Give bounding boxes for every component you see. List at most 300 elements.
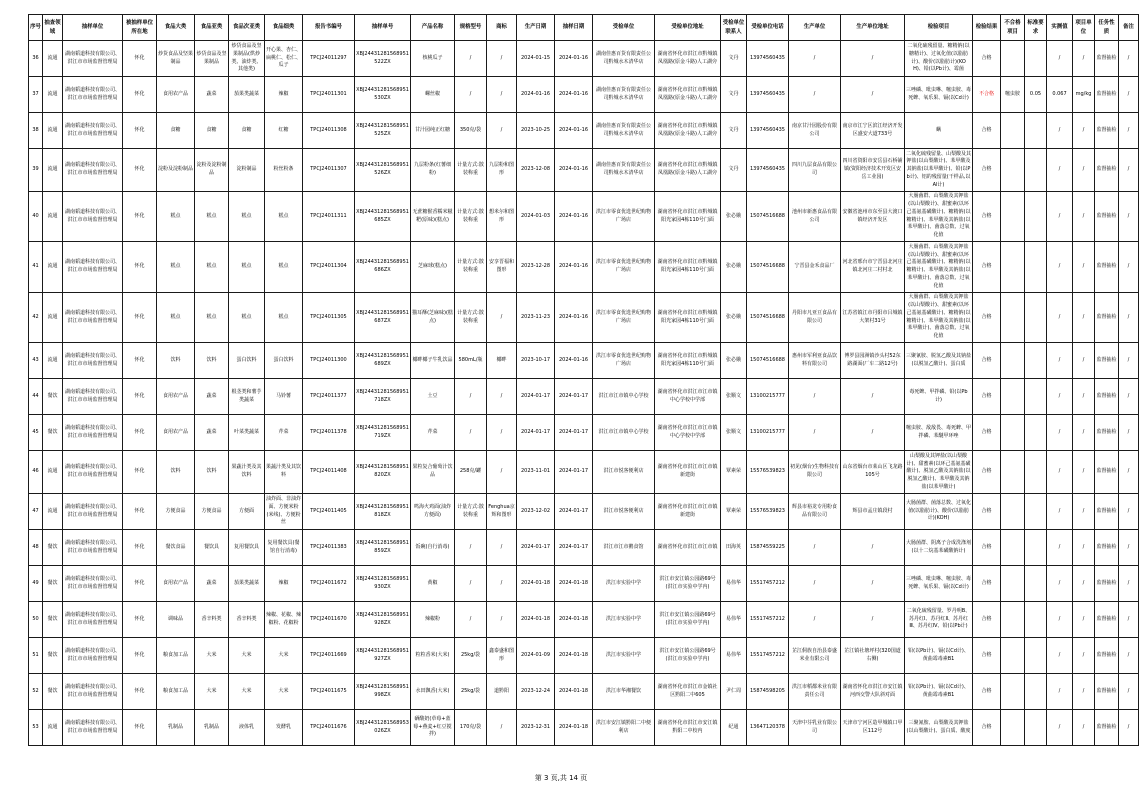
- column-header-20: 生产单位地址: [841, 15, 905, 41]
- table-cell: /: [1119, 415, 1139, 451]
- table-cell: 湖南韬道科技有限公司、洪江市市场监督管理局: [63, 113, 123, 149]
- table-cell: 液体乳: [229, 710, 265, 746]
- table-cell: /: [1047, 191, 1073, 242]
- table-cell: 监督抽检: [1095, 149, 1119, 192]
- table-cell: 湖南省怀化市洪江市黔城镇阳光家园4栋110号门面: [655, 242, 721, 293]
- table-cell: /: [841, 566, 905, 602]
- table-cell: 餐饮: [43, 566, 63, 602]
- table-cell: 三聚氰胺、山梨酸及其钾盐(以山梨酸计)、蛋白质、酸度: [905, 710, 973, 746]
- table-cell: 流通: [43, 292, 63, 343]
- table-cell: 监督抽检: [1095, 710, 1119, 746]
- table-cell: 二氧化硫残留量、山梨酸及其钾盐(以山梨酸计)、苯甲酸及其钠盐(以苯甲酸计)、铅(以Pb计)、铝的残留量(干样品,以Al计): [905, 149, 973, 192]
- table-cell: [1001, 638, 1025, 674]
- table-cell: /: [789, 41, 841, 77]
- table-cell: [1001, 149, 1025, 192]
- table-cell: /: [455, 41, 487, 77]
- table-cell: 食糖: [157, 113, 195, 149]
- table-cell: /: [1047, 41, 1073, 77]
- table-cell: 监督抽检: [1095, 415, 1119, 451]
- table-cell: 41: [29, 242, 43, 293]
- table-cell: /: [1119, 242, 1139, 293]
- table-cell: 湖南省怀化市洪江市江市镇: [655, 530, 721, 566]
- table-cell: 大米: [265, 638, 303, 674]
- table-cell: 湖南省怀化市洪江市江市镇中心学校中学部: [655, 379, 721, 415]
- table-cell: 天津市宁河区造甲城镇口甲区112号: [841, 710, 905, 746]
- table-cell: /: [1119, 638, 1139, 674]
- table-cell: 2023-12-28: [517, 242, 555, 293]
- table-cell: XBJ24431281568953026ZX: [355, 710, 411, 746]
- column-header-15: 受检单位: [593, 15, 655, 41]
- column-header-9: 抽样单号: [355, 15, 411, 41]
- table-cell: 香辛料类: [195, 602, 229, 638]
- table-cell: /: [1047, 113, 1073, 149]
- table-cell: 13974560435: [747, 149, 789, 192]
- column-header-1: 抽查领域: [43, 15, 63, 41]
- table-cell: 流通: [43, 113, 63, 149]
- table-cell: 洪江市零食优选世纪购物广场店: [593, 292, 655, 343]
- table-cell: /: [1073, 149, 1095, 192]
- table-cell: 调味品: [157, 602, 195, 638]
- table-cell: XBJ24431281568951928ZX: [355, 602, 411, 638]
- table-cell: 监督抽检: [1095, 113, 1119, 149]
- table-cell: TPCJ24011304: [303, 242, 355, 293]
- table-cell: 2024-01-17: [517, 530, 555, 566]
- table-cell: /: [455, 379, 487, 415]
- table-cell: 51: [29, 638, 43, 674]
- table-cell: /: [1119, 191, 1139, 242]
- table-cell: 食用农产品: [157, 566, 195, 602]
- table-cell: 淀粉及淀粉制品: [195, 149, 229, 192]
- table-cell: XBJ24431281568951685ZX: [355, 191, 411, 242]
- table-cell: 15576539823: [747, 494, 789, 530]
- column-header-0: 序号: [29, 15, 43, 41]
- table-cell: /: [487, 292, 517, 343]
- result-cell: 合格: [973, 415, 1001, 451]
- table-cell: 炒货食品及坚果制品: [195, 41, 229, 77]
- table-cell: /: [1119, 566, 1139, 602]
- table-cell: [1001, 602, 1025, 638]
- table-cell: 2024-01-18: [555, 638, 593, 674]
- table-cell: 粮食加工品: [157, 674, 195, 710]
- table-cell: 2024-01-17: [555, 494, 593, 530]
- table-cell: 湖南韬道科技有限公司、洪江市市场监督管理局: [63, 41, 123, 77]
- table-row: [29, 602, 1139, 638]
- table-cell: /: [1073, 41, 1095, 77]
- table-cell: 怀化: [123, 710, 157, 746]
- column-header-7: 食品细类: [265, 15, 303, 41]
- table-cell: 覃素荣: [721, 494, 747, 530]
- table-cell: 0.067: [1047, 77, 1073, 113]
- column-header-14: 抽样日期: [555, 15, 593, 41]
- table-cell: 饮料: [195, 451, 229, 494]
- table-cell: 乳制品: [195, 710, 229, 746]
- table-cell: XBJ24431281568951818ZX: [355, 494, 411, 530]
- table-cell: 蔬菜: [195, 566, 229, 602]
- table-cell: [1001, 41, 1025, 77]
- table-cell: 无蔗糖猴香糯米糍粑(原味)(糕点): [411, 191, 455, 242]
- table-cell: 44: [29, 379, 43, 415]
- result-cell: 合格: [973, 494, 1001, 530]
- table-cell: 九层粉条(红薯细粉): [411, 149, 455, 192]
- table-row: [29, 113, 1139, 149]
- table-row: [29, 451, 1139, 494]
- table-cell: /: [1047, 451, 1073, 494]
- table-cell: /: [487, 379, 517, 415]
- table-cell: 2024-01-17: [517, 379, 555, 415]
- table-cell: 噻虫胺: [1001, 77, 1025, 113]
- table-row: [29, 379, 1139, 415]
- table-cell: [1001, 191, 1025, 242]
- table-cell: XBJ24431281568951927ZX: [355, 638, 411, 674]
- table-cell: /: [1047, 494, 1073, 530]
- table-cell: 15874598205: [747, 674, 789, 710]
- table-cell: [1001, 242, 1025, 293]
- table-cell: /: [1119, 494, 1139, 530]
- table-cell: 2023-12-08: [517, 149, 555, 192]
- table-cell: 38: [29, 113, 43, 149]
- table-cell: 餐饮食品: [157, 530, 195, 566]
- table-cell: 螺丝椒: [411, 77, 455, 113]
- table-cell: 洪江市安江镇黔阳二中便利店: [593, 710, 655, 746]
- table-cell: 辉县市孟庄镇段村: [841, 494, 905, 530]
- column-header-3: 被抽样单位所在地: [123, 15, 157, 41]
- table-cell: 餐饮: [43, 415, 63, 451]
- table-cell: 发酵乳: [265, 710, 303, 746]
- table-cell: 复用餐饮具(餐馆自行消毒): [265, 530, 303, 566]
- table-cell: TPCJ24011378: [303, 415, 355, 451]
- table-cell: 三唑磷、吡虫啉、噻虫胺、毒死蜱、氧乐果、镉(以Cd计): [905, 566, 973, 602]
- table-cell: 糕点: [265, 191, 303, 242]
- table-cell: 食用农产品: [157, 415, 195, 451]
- table-cell: 流通: [43, 149, 63, 192]
- table-cell: 580mL/瓶: [455, 343, 487, 379]
- column-header-19: 生产单位: [789, 15, 841, 41]
- table-cell: 香辛料类: [229, 602, 265, 638]
- table-cell: 湖南韬道科技有限公司、洪江市市场监督管理局: [63, 566, 123, 602]
- table-cell: 36: [29, 41, 43, 77]
- table-cell: 怀化: [123, 415, 157, 451]
- result-cell: 合格: [973, 41, 1001, 77]
- table-row: [29, 415, 1139, 451]
- table-cell: /: [1047, 638, 1073, 674]
- table-cell: 江苏省镇江市丹阳市吕城镇大架村31号: [841, 292, 905, 343]
- table-cell: 湖南省怀化市洪江市黔城镇阳光家园4栋110号门面: [655, 191, 721, 242]
- table-cell: TPCJ24011377: [303, 379, 355, 415]
- result-cell: 合格: [973, 451, 1001, 494]
- table-cell: 湖南佳惠百货有限责任公司黔城水木清华店: [593, 41, 655, 77]
- column-header-21: 检验项目: [905, 15, 973, 41]
- column-header-23: 不合格项目: [1001, 15, 1025, 41]
- table-cell: /: [1119, 710, 1139, 746]
- table-cell: /: [487, 602, 517, 638]
- table-cell: /: [1119, 451, 1139, 494]
- result-cell: 合格: [973, 638, 1001, 674]
- table-cell: 2024-01-09: [517, 638, 555, 674]
- table-cell: 糕点: [265, 242, 303, 293]
- table-cell: 大米: [195, 674, 229, 710]
- table-cell: 道黔阳: [487, 674, 517, 710]
- table-cell: [1001, 113, 1025, 149]
- table-cell: /: [487, 77, 517, 113]
- table-cell: 文丹: [721, 77, 747, 113]
- table-row: [29, 674, 1139, 710]
- table-header: [29, 15, 1139, 41]
- table-cell: 食用农产品: [157, 77, 195, 113]
- table-cell: 方便面: [229, 494, 265, 530]
- table-cell: 2024-01-17: [555, 530, 593, 566]
- table-cell: [1001, 710, 1025, 746]
- column-header-25: 实测值: [1047, 15, 1073, 41]
- table-cell: /: [455, 415, 487, 451]
- table-cell: 方便食品: [157, 494, 195, 530]
- table-row: [29, 292, 1139, 343]
- table-cell: 芹菜: [411, 415, 455, 451]
- column-header-26: 项目单位: [1073, 15, 1095, 41]
- table-cell: /: [487, 530, 517, 566]
- table-row: [29, 566, 1139, 602]
- table-cell: 张必娥: [721, 242, 747, 293]
- table-cell: 椰畔: [487, 343, 517, 379]
- table-cell: 监督抽检: [1095, 77, 1119, 113]
- table-cell: /: [455, 77, 487, 113]
- table-cell: 2024-01-03: [517, 191, 555, 242]
- table-cell: 辣椒、花椒、辣椒粉、花椒粉: [265, 602, 303, 638]
- table-cell: 怀化: [123, 638, 157, 674]
- table-cell: 辣椒粉: [411, 602, 455, 638]
- table-cell: [1025, 191, 1047, 242]
- column-header-8: 报告书编号: [303, 15, 355, 41]
- table-cell: 大肠菌群、山梨酸及其钾盐(以山梨酸计)、甜蜜素(以环己基氨基磺酸计)、糖精钠(以糖精计)、苯甲酸及其钠盐(以苯甲酸计)、菌落总数、过氧化值: [905, 292, 973, 343]
- table-cell: 13974560435: [747, 113, 789, 149]
- table-cell: 蔬菜: [195, 415, 229, 451]
- table-cell: 果粒复合葡萄汁饮品: [411, 451, 455, 494]
- table-cell: 马铃薯: [265, 379, 303, 415]
- table-cell: 椰畔椰子牛乳饮品: [411, 343, 455, 379]
- table-cell: 洪江市零食优选世纪购物广场店: [593, 242, 655, 293]
- table-cell: XBJ24431281568951859ZX: [355, 530, 411, 566]
- table-cell: 纪通: [721, 710, 747, 746]
- table-cell: 计量方式:散装称重: [455, 242, 487, 293]
- table-cell: 2024-01-18: [517, 566, 555, 602]
- column-header-24: 标准要求: [1025, 15, 1047, 41]
- table-cell: /: [1047, 242, 1073, 293]
- table-cell: [1025, 602, 1047, 638]
- table-cell: 田海英: [721, 530, 747, 566]
- table-cell: 粒粒香米(大米): [411, 638, 455, 674]
- table-cell: XBJ24431281568951719ZX: [355, 415, 411, 451]
- table-cell: 安享晋福和图形: [487, 242, 517, 293]
- table-cell: [1025, 638, 1047, 674]
- result-cell: 合格: [973, 566, 1001, 602]
- table-cell: 2023-11-01: [517, 451, 555, 494]
- table-cell: 饮料: [157, 343, 195, 379]
- table-cell: 2024-01-17: [555, 379, 593, 415]
- table-cell: 易伟华: [721, 602, 747, 638]
- table-cell: TPCJ24011383: [303, 530, 355, 566]
- table-cell: /: [1119, 602, 1139, 638]
- table-cell: [1025, 113, 1047, 149]
- table-cell: 四川九层食品有限公司: [789, 149, 841, 192]
- table-cell: 监督抽检: [1095, 451, 1119, 494]
- table-cell: TPCJ24011308: [303, 113, 355, 149]
- table-cell: 尹仁周: [721, 674, 747, 710]
- table-cell: /: [1119, 113, 1139, 149]
- table-cell: 湖南省怀化市洪江市黔城镇阳光家园4栋110号门面: [655, 343, 721, 379]
- table-cell: 湖南佳惠百货有限责任公司黔城水木清华店: [593, 113, 655, 149]
- table-cell: 怀化: [123, 602, 157, 638]
- table-cell: /: [1119, 149, 1139, 192]
- table-cell: TPCJ24011676: [303, 710, 355, 746]
- table-cell: 湖南佳惠百货有限责任公司黔城水木清华店: [593, 77, 655, 113]
- table-cell: 15074516688: [747, 191, 789, 242]
- table-cell: 安徽省池州市东至县大渡口镇经济开发区: [841, 191, 905, 242]
- table-cell: 监督抽检: [1095, 566, 1119, 602]
- page-number: 第 3 页,共 14 页: [534, 774, 588, 782]
- table-cell: 湖南省怀化市洪江市安江镇黔阳二中校内: [655, 710, 721, 746]
- table-cell: /: [1073, 494, 1095, 530]
- table-cell: /: [1073, 710, 1095, 746]
- table-cell: /: [1073, 602, 1095, 638]
- table-cell: [1001, 566, 1025, 602]
- table-cell: 张顺文: [721, 415, 747, 451]
- table-cell: 怀化: [123, 41, 157, 77]
- table-cell: 蔬菜: [195, 77, 229, 113]
- table-cell: 山梨酸及其钾盐(以山梨酸计)、甜蜜素(以环己基氨基磺酸计)、脱氢乙酸及其钠盐(以脱氢乙酸计)、苯甲酸及其钠盐(以苯甲酸计): [905, 451, 973, 494]
- table-cell: 大肠菌群、山梨酸及其钾盐(以山梨酸计)、甜蜜素(以环己基氨基磺酸计)、糖精钠(以糖精计)、苯甲酸及其钠盐(以苯甲酸计)、菌落总数、过氧化值: [905, 191, 973, 242]
- table-cell: 丹阳市凡亚豆食品有限公司: [789, 292, 841, 343]
- table-cell: 湖南省怀化市洪江市江市镇新建街: [655, 451, 721, 494]
- table-cell: [1025, 149, 1047, 192]
- table-cell: 37: [29, 77, 43, 113]
- table-cell: 根茎类和薯芋类蔬菜: [229, 379, 265, 415]
- table-cell: 炒货食品及坚果制品: [157, 41, 195, 77]
- table-cell: 饭碗(自行消毒): [411, 530, 455, 566]
- table-row: [29, 242, 1139, 293]
- table-cell: 张必娥: [721, 191, 747, 242]
- table-cell: 餐饮: [43, 638, 63, 674]
- table-cell: 2024-01-18: [555, 602, 593, 638]
- table-cell: [1001, 530, 1025, 566]
- table-cell: 想米尔和图形: [487, 191, 517, 242]
- table-cell: 47: [29, 494, 43, 530]
- table-cell: 25kg/袋: [455, 674, 487, 710]
- table-cell: 监督抽检: [1095, 638, 1119, 674]
- table-cell: 河北省邢台市宁晋县北河庄镇北河庄二村村北: [841, 242, 905, 293]
- table-cell: /: [1047, 343, 1073, 379]
- table-cell: 复用餐饮具: [229, 530, 265, 566]
- table-cell: 黄椒: [411, 566, 455, 602]
- table-cell: 计量方式:散装称重: [455, 494, 487, 530]
- table-cell: 怀化: [123, 674, 157, 710]
- column-header-12: 商标: [487, 15, 517, 41]
- table-cell: 流通: [43, 710, 63, 746]
- table-cell: 2024-01-17: [555, 415, 593, 451]
- table-cell: [1001, 343, 1025, 379]
- table-cell: 粮食加工品: [157, 638, 195, 674]
- table-cell: 52: [29, 674, 43, 710]
- table-cell: 餐饮: [43, 530, 63, 566]
- table-cell: XBJ24431281568951522ZX: [355, 41, 411, 77]
- table-cell: /: [487, 415, 517, 451]
- column-header-16: 受检单位地址: [655, 15, 721, 41]
- table-cell: 2023-12-31: [517, 710, 555, 746]
- table-cell: TPCJ24011311: [303, 191, 355, 242]
- table-cell: 大肠菌群、阴离子合成洗涤剂(以十二烷基苯磺酸钠计): [905, 530, 973, 566]
- table-row: [29, 149, 1139, 192]
- result-cell: 合格: [973, 710, 1001, 746]
- table-cell: 监督抽检: [1095, 191, 1119, 242]
- table-cell: /: [841, 530, 905, 566]
- table-cell: 湖南省怀化市洪江市黔城镇凤凰路(原金斗路)人工湖旁: [655, 77, 721, 113]
- table-cell: 13647120378: [747, 710, 789, 746]
- table-row: [29, 530, 1139, 566]
- table-cell: XBJ24431281568951526ZX: [355, 149, 411, 192]
- table-row: [29, 41, 1139, 77]
- table-cell: /: [1073, 292, 1095, 343]
- table-cell: 湖南韬道科技有限公司、洪江市市场监督管理局: [63, 602, 123, 638]
- table-cell: 监督抽检: [1095, 292, 1119, 343]
- table-cell: 果蔬汁类及其饮料: [265, 451, 303, 494]
- table-cell: 15074516688: [747, 292, 789, 343]
- table-cell: Fenghua京辉和图形: [487, 494, 517, 530]
- table-cell: 洪江市江市鹅食馆: [593, 530, 655, 566]
- table-cell: [1001, 451, 1025, 494]
- table-cell: [1025, 41, 1047, 77]
- table-cell: XBJ24431281568951689ZX: [355, 343, 411, 379]
- table-cell: 初见(烟台)生物科技有限公司: [789, 451, 841, 494]
- table-cell: 池州市新惠食品有限公司: [789, 191, 841, 242]
- table-cell: [1001, 292, 1025, 343]
- table-cell: 怀化: [123, 451, 157, 494]
- table-cell: 食用农产品: [157, 379, 195, 415]
- table-cell: 红糖: [265, 113, 303, 149]
- table-cell: 芷江镇社塘坪村(320国道右侧): [841, 638, 905, 674]
- table-cell: 40: [29, 191, 43, 242]
- table-row: [29, 494, 1139, 530]
- table-cell: 39: [29, 149, 43, 192]
- table-cell: /: [1119, 77, 1139, 113]
- table-cell: 13100215777: [747, 379, 789, 415]
- table-cell: /: [789, 77, 841, 113]
- table-cell: 大肠菌群、菌落总数、过氧化值(以脂肪计)、酸价(以脂肪计)(KOH): [905, 494, 973, 530]
- table-cell: 50: [29, 602, 43, 638]
- column-header-10: 产品名称: [411, 15, 455, 41]
- table-cell: 辣椒: [265, 77, 303, 113]
- table-cell: 餐饮: [43, 602, 63, 638]
- table-cell: 茄果类蔬菜: [229, 566, 265, 602]
- table-row: [29, 343, 1139, 379]
- table-cell: 乳制品: [157, 710, 195, 746]
- table-cell: 湖南韬道科技有限公司、洪江市市场监督管理局: [63, 242, 123, 293]
- table-cell: 洪江市实验中学: [593, 566, 655, 602]
- table-cell: 怀化: [123, 343, 157, 379]
- column-header-13: 生产日期: [517, 15, 555, 41]
- table-cell: /: [1047, 149, 1073, 192]
- table-cell: [1025, 242, 1047, 293]
- table-cell: 2024-01-18: [555, 674, 593, 710]
- table-cell: 糕点: [195, 191, 229, 242]
- table-cell: 毒死蜱、甲拌磷、铅(以Pb计): [905, 379, 973, 415]
- table-cell: 流通: [43, 242, 63, 293]
- table-cell: 湖南韬道科技有限公司、洪江市市场监督管理局: [63, 379, 123, 415]
- table-cell: 文丹: [721, 41, 747, 77]
- table-cell: 洪江市零食优选世纪购物广场店: [593, 343, 655, 379]
- table-cell: 2024-01-15: [517, 41, 555, 77]
- table-cell: 350克/袋: [455, 113, 487, 149]
- column-header-22: 检验结果: [973, 15, 1001, 41]
- table-cell: 监督抽检: [1095, 41, 1119, 77]
- table-cell: 监督抽检: [1095, 343, 1119, 379]
